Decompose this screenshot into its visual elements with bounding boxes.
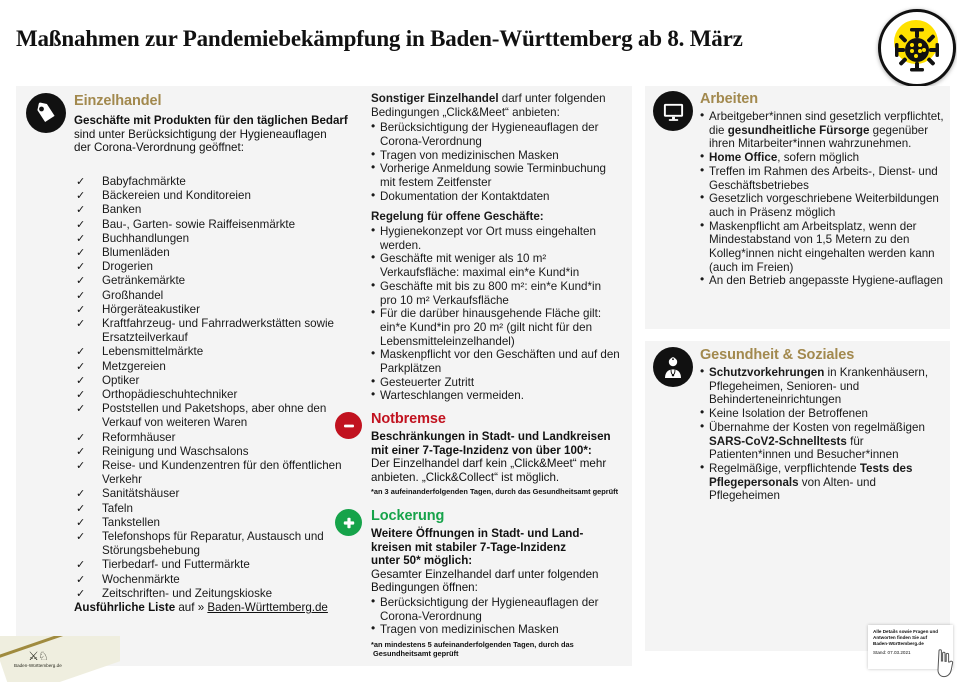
work-item-text-tail: , sofern möglich <box>777 151 860 165</box>
check-icon: ✓ <box>76 318 86 331</box>
work-item-text: Arbeitgeber*innen sind gesetzlich verpflichtet, die <box>709 110 944 137</box>
retail-list-item-label: Großhandel <box>102 288 164 302</box>
retail-footer-mid: auf » <box>175 601 208 614</box>
retail-list-item-label: Zeitschriften- und Zeitungskioske <box>102 586 273 600</box>
retail-list-item-label: Hörgeräteakustiker <box>102 302 200 316</box>
retail-list-item-label: Banken <box>102 203 142 217</box>
retail-footer-bold: Ausführliche Liste <box>74 601 176 614</box>
retail-list-item <box>74 218 342 232</box>
retail-list-item <box>74 274 342 288</box>
info-line-1: Alle Details sowie Fragen und <box>873 629 939 634</box>
lockerung-footnote-line2: Gesundheitsamt geprüft <box>373 649 459 659</box>
check-icon: ✓ <box>76 403 86 416</box>
retail-footer <box>74 601 374 615</box>
retail-list-item <box>74 289 342 303</box>
retail-list-item-label: Getränkemärkte <box>102 274 186 288</box>
other-retail-block <box>371 92 621 403</box>
retail-list-item <box>74 558 342 572</box>
check-icon: ✓ <box>76 218 86 231</box>
notbremse-footnote: *an 3 aufeinanderfolgenden Tagen, durch das Gesundheitsamt geprüft <box>371 487 619 497</box>
retail-list-item-label: Sanitätshäuser <box>102 487 180 501</box>
check-icon: ✓ <box>76 587 86 600</box>
check-icon: ✓ <box>76 488 86 501</box>
lockerung-list <box>371 596 621 637</box>
check-icon: ✓ <box>76 303 86 316</box>
work-block <box>700 91 946 288</box>
check-icon: ✓ <box>76 389 86 402</box>
check-icon: ✓ <box>76 346 86 359</box>
health-list <box>700 366 946 503</box>
notbremse-line2: anbieten. „Click&Collect“ ist möglich. <box>371 470 560 484</box>
doctor-glyph <box>661 355 685 379</box>
lockerung-bold1: Weitere Öffnungen in Stadt- und Land- <box>371 527 584 540</box>
no-entry-glyph <box>341 418 357 434</box>
retail-list-item-label: Lebensmittelmärkte <box>102 345 204 359</box>
other-retail-lead-bold: Sonstiger Einzelhandel <box>371 92 499 105</box>
lockerung-condition-item: • Tragen von medizinischen Masken <box>371 623 621 637</box>
retail-list-item-label: Telefonshops für Reparatur, Austausch und Störungsbehebung <box>102 530 324 558</box>
plus-icon <box>335 509 362 536</box>
other-retail-list <box>371 121 621 203</box>
lockerung-footnote <box>371 640 621 658</box>
work-item <box>700 165 946 192</box>
work-item <box>700 110 946 151</box>
health-item-text: Übernahme der Kosten von regelmäßigen <box>709 420 925 434</box>
click-meet-condition-item: • Vorherige Anmeldung sowie Terminbuchung mit festem Zeitfenster <box>371 162 621 189</box>
retail-list-item <box>74 502 342 516</box>
retail-list-item <box>74 374 342 388</box>
price-tag-icon <box>26 93 66 133</box>
work-heading: Arbeiten <box>700 91 759 107</box>
lockerung-line2: Bedingungen öffnen: <box>371 581 478 595</box>
retail-list-item-label: Poststellen und Paketshops, aber ohne den Verkauf von weiteren Waren <box>102 402 327 430</box>
retail-list-item <box>74 360 342 374</box>
check-icon: ✓ <box>76 374 86 387</box>
work-item-text: An den Betrieb angepasste Hygiene-auflagen <box>709 274 943 288</box>
retail-list-item-label: Bau-, Garten- sowie Raiffeisenmärkte <box>102 217 296 231</box>
page-title: Maßnahmen zur Pandemiebekämpfung in Baden-Württemberg ab 8. März <box>16 26 743 51</box>
notbremse-body <box>371 430 621 484</box>
retail-list-item <box>74 516 342 530</box>
check-icon: ✓ <box>76 502 86 515</box>
health-item-text-tail: für Patienten*innen und Besucher*innen <box>709 434 899 462</box>
retail-heading: Einzelhandel <box>74 93 162 109</box>
check-icon: ✓ <box>76 431 86 444</box>
lockerung-condition-item: • Berücksichtigung der Hygieneauflagen der Corona-Verordnung <box>371 596 621 623</box>
retail-list-item <box>74 445 342 459</box>
retail-list-item-label: Reinigung und Waschsalons <box>102 444 249 458</box>
health-item <box>700 462 946 503</box>
retail-list-item-label: Reise- und Kundenzentren für den öffentlichen Verkehr <box>102 459 342 487</box>
check-icon: ✓ <box>76 445 86 458</box>
check-icon: ✓ <box>76 190 86 203</box>
info-line-2: Antworten finden Sie auf <box>873 634 928 640</box>
work-list <box>700 110 946 288</box>
plus-glyph <box>341 515 357 531</box>
lockerung-block <box>371 508 621 658</box>
retail-list-item <box>74 189 342 203</box>
open-shops-list <box>371 225 621 403</box>
check-icon: ✓ <box>76 275 86 288</box>
check-icon: ✓ <box>76 360 86 373</box>
retail-list-item-label: Bäckereien und Konditoreien <box>102 189 251 203</box>
work-item <box>700 274 946 288</box>
doctor-icon <box>653 347 693 387</box>
retail-list-item <box>74 459 342 487</box>
open-shop-rule-item: • Für die darüber hinausgehende Fläche gilt: ein*e Kund*in pro 20 m² (gilt nicht für den Lebensmitteleinzelhandel) <box>371 307 621 348</box>
open-shop-rule-item: • Hygienekonzept vor Ort muss eingehalten werden. <box>371 225 621 252</box>
retail-list-item-label: Kraftfahrzeug- und Fahrradwerkstätten sowie Ersatzteilverkauf <box>102 317 334 345</box>
monitor-icon <box>653 91 693 131</box>
retail-list-item <box>74 530 342 558</box>
retail-block <box>74 93 349 155</box>
retail-list-item-label: Reformhäuser <box>102 430 176 444</box>
lockerung-bold3: unter 50* möglich: <box>371 554 473 568</box>
work-item-text: Treffen im Rahmen des Arbeits-, Dienst- und Geschäftsbetriebes <box>709 164 938 192</box>
health-item <box>700 421 946 462</box>
work-item-emphasis: Home Office <box>709 151 778 165</box>
check-icon: ✓ <box>76 204 86 217</box>
retail-list-item-label: Wochenmärkte <box>102 572 180 586</box>
retail-list-item <box>74 431 342 445</box>
work-item-text: Maskenpflicht am Arbeitsplatz, wenn der Mindestabstand von 1,5 Metern zu den Kolleg*innen nicht eingehalten werden kann (auch im Freien) <box>709 219 935 274</box>
health-heading: Gesundheit & Soziales <box>700 347 855 363</box>
open-shop-rule-item: • Warteschlangen vermeiden. <box>371 389 621 403</box>
check-icon: ✓ <box>76 573 86 586</box>
retail-intro-line2: sind unter Berücksichtigung der Hygieneauflagen <box>74 127 327 141</box>
retail-list-item-label: Optiker <box>102 373 140 387</box>
retail-list-item <box>74 388 342 402</box>
health-item <box>700 407 946 421</box>
open-shop-rule-item: • Geschäfte mit bis zu 800 m²: ein*e Kund*in pro 10 m² Verkaufsfläche <box>371 280 621 307</box>
retail-list-item-label: Orthopädieschuhtechniker <box>102 388 238 402</box>
notbremse-block <box>371 411 621 496</box>
retail-list-item-label: Tafeln <box>102 501 133 515</box>
notbremse-line1: Der Einzelhandel darf kein „Click&Meet“ mehr <box>371 457 607 471</box>
retail-list-item-label: Metzgereien <box>102 359 166 373</box>
retail-list-item-label: Blumenläden <box>102 246 170 260</box>
work-item <box>700 220 946 275</box>
retail-list-item-label: Babyfachmärkte <box>102 175 186 188</box>
monitor-glyph <box>662 100 685 123</box>
retail-list-item <box>74 232 342 246</box>
other-retail-lead <box>371 92 621 119</box>
state-crest <box>14 650 62 669</box>
retail-list-item <box>74 587 342 601</box>
lockerung-body <box>371 527 621 595</box>
retail-intro-bold: Geschäfte mit Produkten für den täglichen Bedarf <box>74 114 348 127</box>
check-icon: ✓ <box>76 531 86 544</box>
check-icon: ✓ <box>76 247 86 260</box>
notbremse-bold2: mit einer 7-Tage-Inzidenz von über 100*: <box>371 443 592 457</box>
retail-list-item <box>74 175 342 189</box>
retail-list-item <box>74 317 342 345</box>
open-shop-rule-item: • Gesteuerter Zutritt <box>371 376 621 390</box>
work-item <box>700 192 946 219</box>
notbremse-heading: Notbremse <box>371 411 446 427</box>
mouse-cursor-icon <box>934 648 956 678</box>
health-item-text: Regelmäßige, verpflichtende <box>709 461 860 475</box>
work-item <box>700 151 946 165</box>
work-item-emphasis: gesundheitliche Fürsorge <box>727 123 870 137</box>
notbremse-bold1: Beschränkungen in Stadt- und Landkreisen <box>371 430 611 443</box>
lockerung-heading: Lockerung <box>371 508 445 524</box>
retail-list-item-label: Drogerien <box>102 260 153 274</box>
health-item-text: Keine Isolation der Betroffenen <box>709 407 868 421</box>
other-retail-lead-rest1: darf unter folgenden <box>498 92 606 105</box>
check-icon: ✓ <box>76 516 86 529</box>
retail-intro <box>74 114 349 155</box>
retail-list-item <box>74 402 342 430</box>
click-meet-condition-item: • Tragen von medizinischen Masken <box>371 149 621 163</box>
retail-list-item <box>74 487 342 501</box>
health-block <box>700 347 946 503</box>
virus-glyph <box>893 25 941 73</box>
work-item-text-tail: gegenüber ihren Mitarbeiter*innen wahrzunehmen. <box>709 123 929 151</box>
health-item <box>700 366 946 407</box>
retail-list-item <box>74 203 342 217</box>
bottom-ribbon <box>0 636 120 682</box>
lockerung-footnote-line1: *an mindestens 5 aufeinanderfolgenden Tagen, durch das <box>371 640 574 650</box>
other-retail-lead-rest2: Bedingungen „Click&Meet“ anbieten: <box>371 105 560 119</box>
retail-list-item <box>74 573 342 587</box>
retail-list-item <box>74 303 342 317</box>
retail-checklist <box>74 175 342 601</box>
health-item-emphasis: SARS-CoV2-Schnelltests <box>709 434 847 448</box>
crest-caption: Baden-Württemberg.de <box>14 663 62 668</box>
info-line-3: Baden-Württemberg.de <box>873 640 924 646</box>
click-meet-condition-item: • Dokumentation der Kontaktdaten <box>371 190 621 204</box>
crest-arms-icon: ⚔♘ <box>28 649 48 663</box>
price-tag-glyph <box>34 101 58 125</box>
check-icon: ✓ <box>76 460 86 473</box>
retail-list-item <box>74 260 342 274</box>
health-item-emphasis: Schutzvorkehrungen <box>709 366 825 379</box>
open-shop-rule-item: • Maskenpflicht vor den Geschäften und auf den Parkplätzen <box>371 348 621 375</box>
check-icon: ✓ <box>76 261 86 274</box>
retail-list-item-label: Tierbedarf- und Futtermärkte <box>102 558 250 572</box>
retail-list-item <box>74 246 342 260</box>
info-stand-date: Stand: 07.03.2021 <box>873 650 911 656</box>
retail-intro-line3: der Corona-Verordnung geöffnet: <box>74 141 244 155</box>
health-item-text-tail: in Krankenhäusern, Pflegeheimen, Senioren- und Behinderteneinrichtungen <box>709 366 929 407</box>
retail-list-item-label: Tankstellen <box>102 515 161 529</box>
click-meet-condition-item: • Berücksichtigung der Hygieneauflagen der Corona-Verordnung <box>371 121 621 148</box>
check-icon: ✓ <box>76 289 86 302</box>
lockerung-line1: Gesamter Einzelhandel darf unter folgenden <box>371 567 599 581</box>
check-icon: ✓ <box>76 559 86 572</box>
health-item-emphasis: Tests des Pflegepersonals <box>709 461 913 489</box>
retail-list-item-label: Buchhandlungen <box>102 231 190 245</box>
open-shop-rule-item: • Geschäfte mit weniger als 10 m² Verkaufsfläche: maximal ein*e Kund*in <box>371 252 621 279</box>
check-icon: ✓ <box>76 232 86 245</box>
baden-wuerttemberg-link[interactable]: Baden-Württemberg.de <box>207 601 328 614</box>
health-item-text-tail: von Alten- und Pflegeheimen <box>709 475 876 503</box>
coronavirus-icon <box>878 9 956 87</box>
lockerung-bold2: kreisen mit stabiler 7-Tage-Inzidenz <box>371 540 566 554</box>
retail-list-item <box>74 345 342 359</box>
no-entry-icon <box>335 412 362 439</box>
open-shops-subheading: Regelung für offene Geschäfte: <box>371 210 544 224</box>
work-item-text: Gesetzlich vorgeschriebene Weiterbildungen auch in Präsenz möglich <box>709 192 939 219</box>
check-icon: ✓ <box>76 176 86 188</box>
